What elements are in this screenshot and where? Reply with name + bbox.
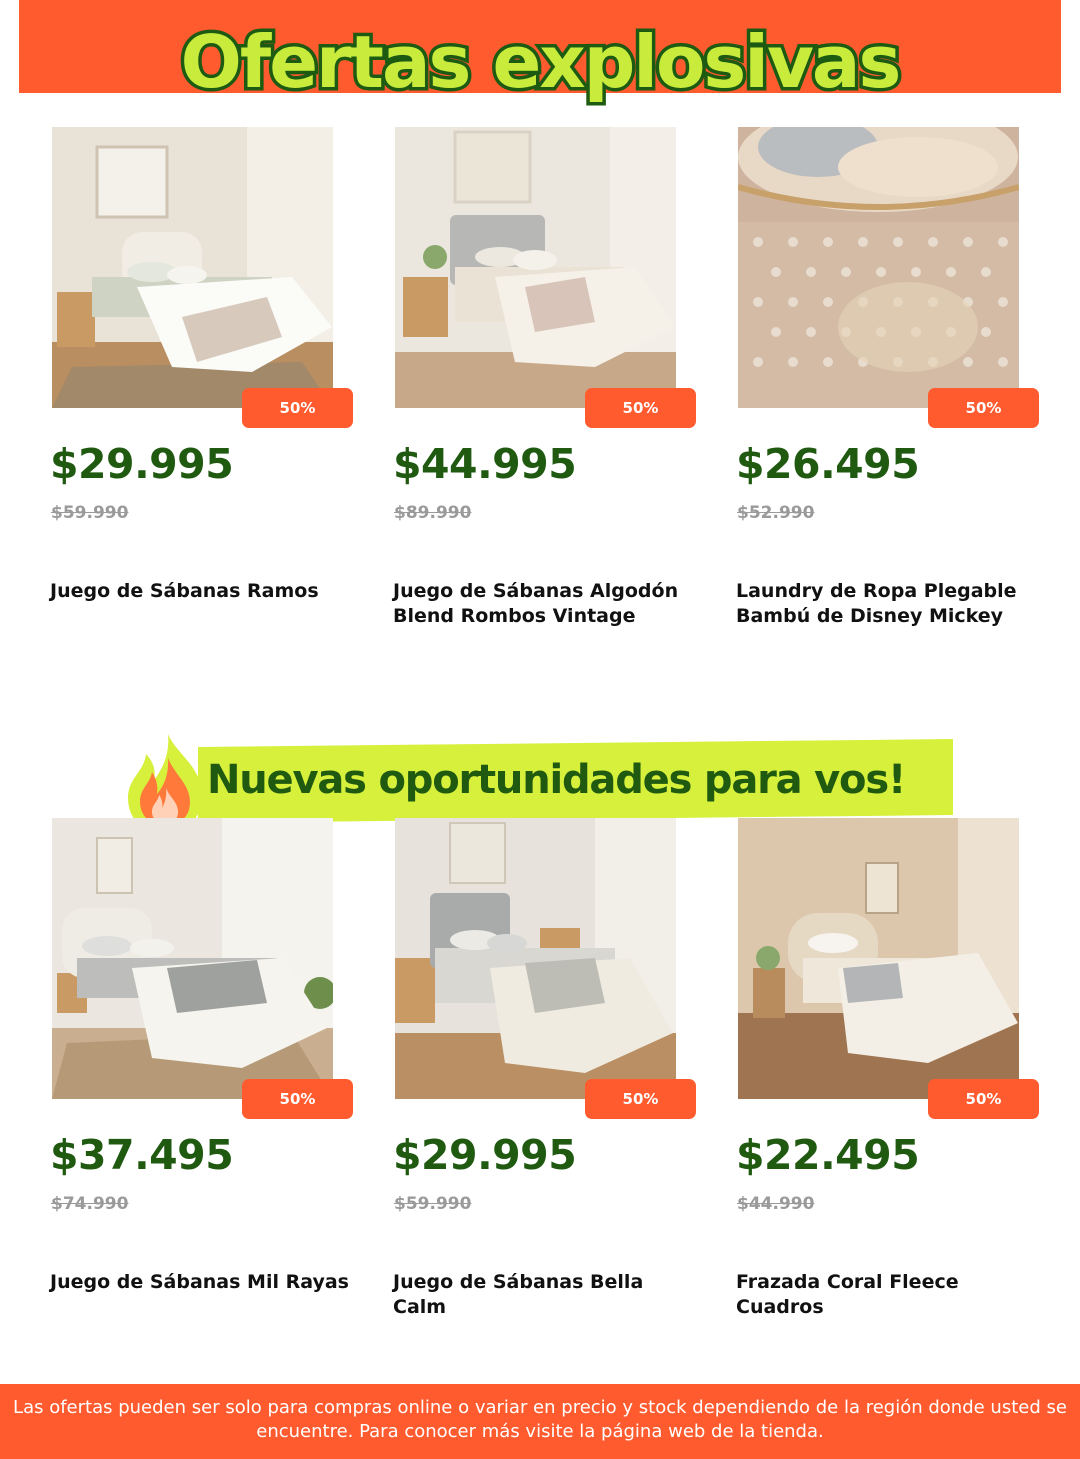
product-image[interactable] <box>52 127 333 408</box>
product-price: $22.495 <box>736 1131 920 1179</box>
product-image[interactable] <box>395 127 676 408</box>
discount-badge: 50% <box>242 388 353 428</box>
product-old-price: $59.990 <box>51 503 129 523</box>
discount-badge: 50% <box>928 1079 1039 1119</box>
product-image[interactable] <box>52 818 333 1099</box>
product-name[interactable]: Laundry de Ropa Plegable Bambú de Disney Mickey <box>736 580 1017 627</box>
product-old-price: $59.990 <box>394 1194 472 1214</box>
product-old-price: $89.990 <box>394 503 472 523</box>
page-title: Ofertas explosivas <box>180 20 900 104</box>
product-price: $26.495 <box>736 440 920 488</box>
product-price: $44.995 <box>393 440 577 488</box>
product-price: $29.995 <box>50 440 234 488</box>
product-name[interactable]: Juego de Sábanas Algodón Blend Rombos Vintage <box>393 580 679 627</box>
product-old-price: $44.990 <box>737 1194 815 1214</box>
product-price: $29.995 <box>393 1131 577 1179</box>
discount-badge: 50% <box>585 388 696 428</box>
footer-disclaimer: Las ofertas pueden ser solo para compras online o variar en precio y stock dependiendo de la región donde usted se encuentre. Para conocer más visite la página web de la tienda. <box>0 1384 1080 1459</box>
discount-badge: 50% <box>928 388 1039 428</box>
discount-badge: 50% <box>585 1079 696 1119</box>
discount-badge: 50% <box>242 1079 353 1119</box>
product-image[interactable] <box>738 127 1019 408</box>
product-old-price: $52.990 <box>737 503 815 523</box>
product-image[interactable] <box>395 818 676 1099</box>
product-name[interactable]: Juego de Sábanas Ramos <box>50 580 319 602</box>
product-name[interactable]: Juego de Sábanas Bella Calm <box>393 1271 644 1318</box>
product-name[interactable]: Juego de Sábanas Mil Rayas <box>50 1271 349 1293</box>
product-name[interactable]: Frazada Coral Fleece Cuadros <box>736 1271 959 1318</box>
product-old-price: $74.990 <box>51 1194 129 1214</box>
product-image[interactable] <box>738 818 1019 1099</box>
section-title: Nuevas oportunidades para vos! <box>207 757 905 803</box>
product-price: $37.495 <box>50 1131 234 1179</box>
